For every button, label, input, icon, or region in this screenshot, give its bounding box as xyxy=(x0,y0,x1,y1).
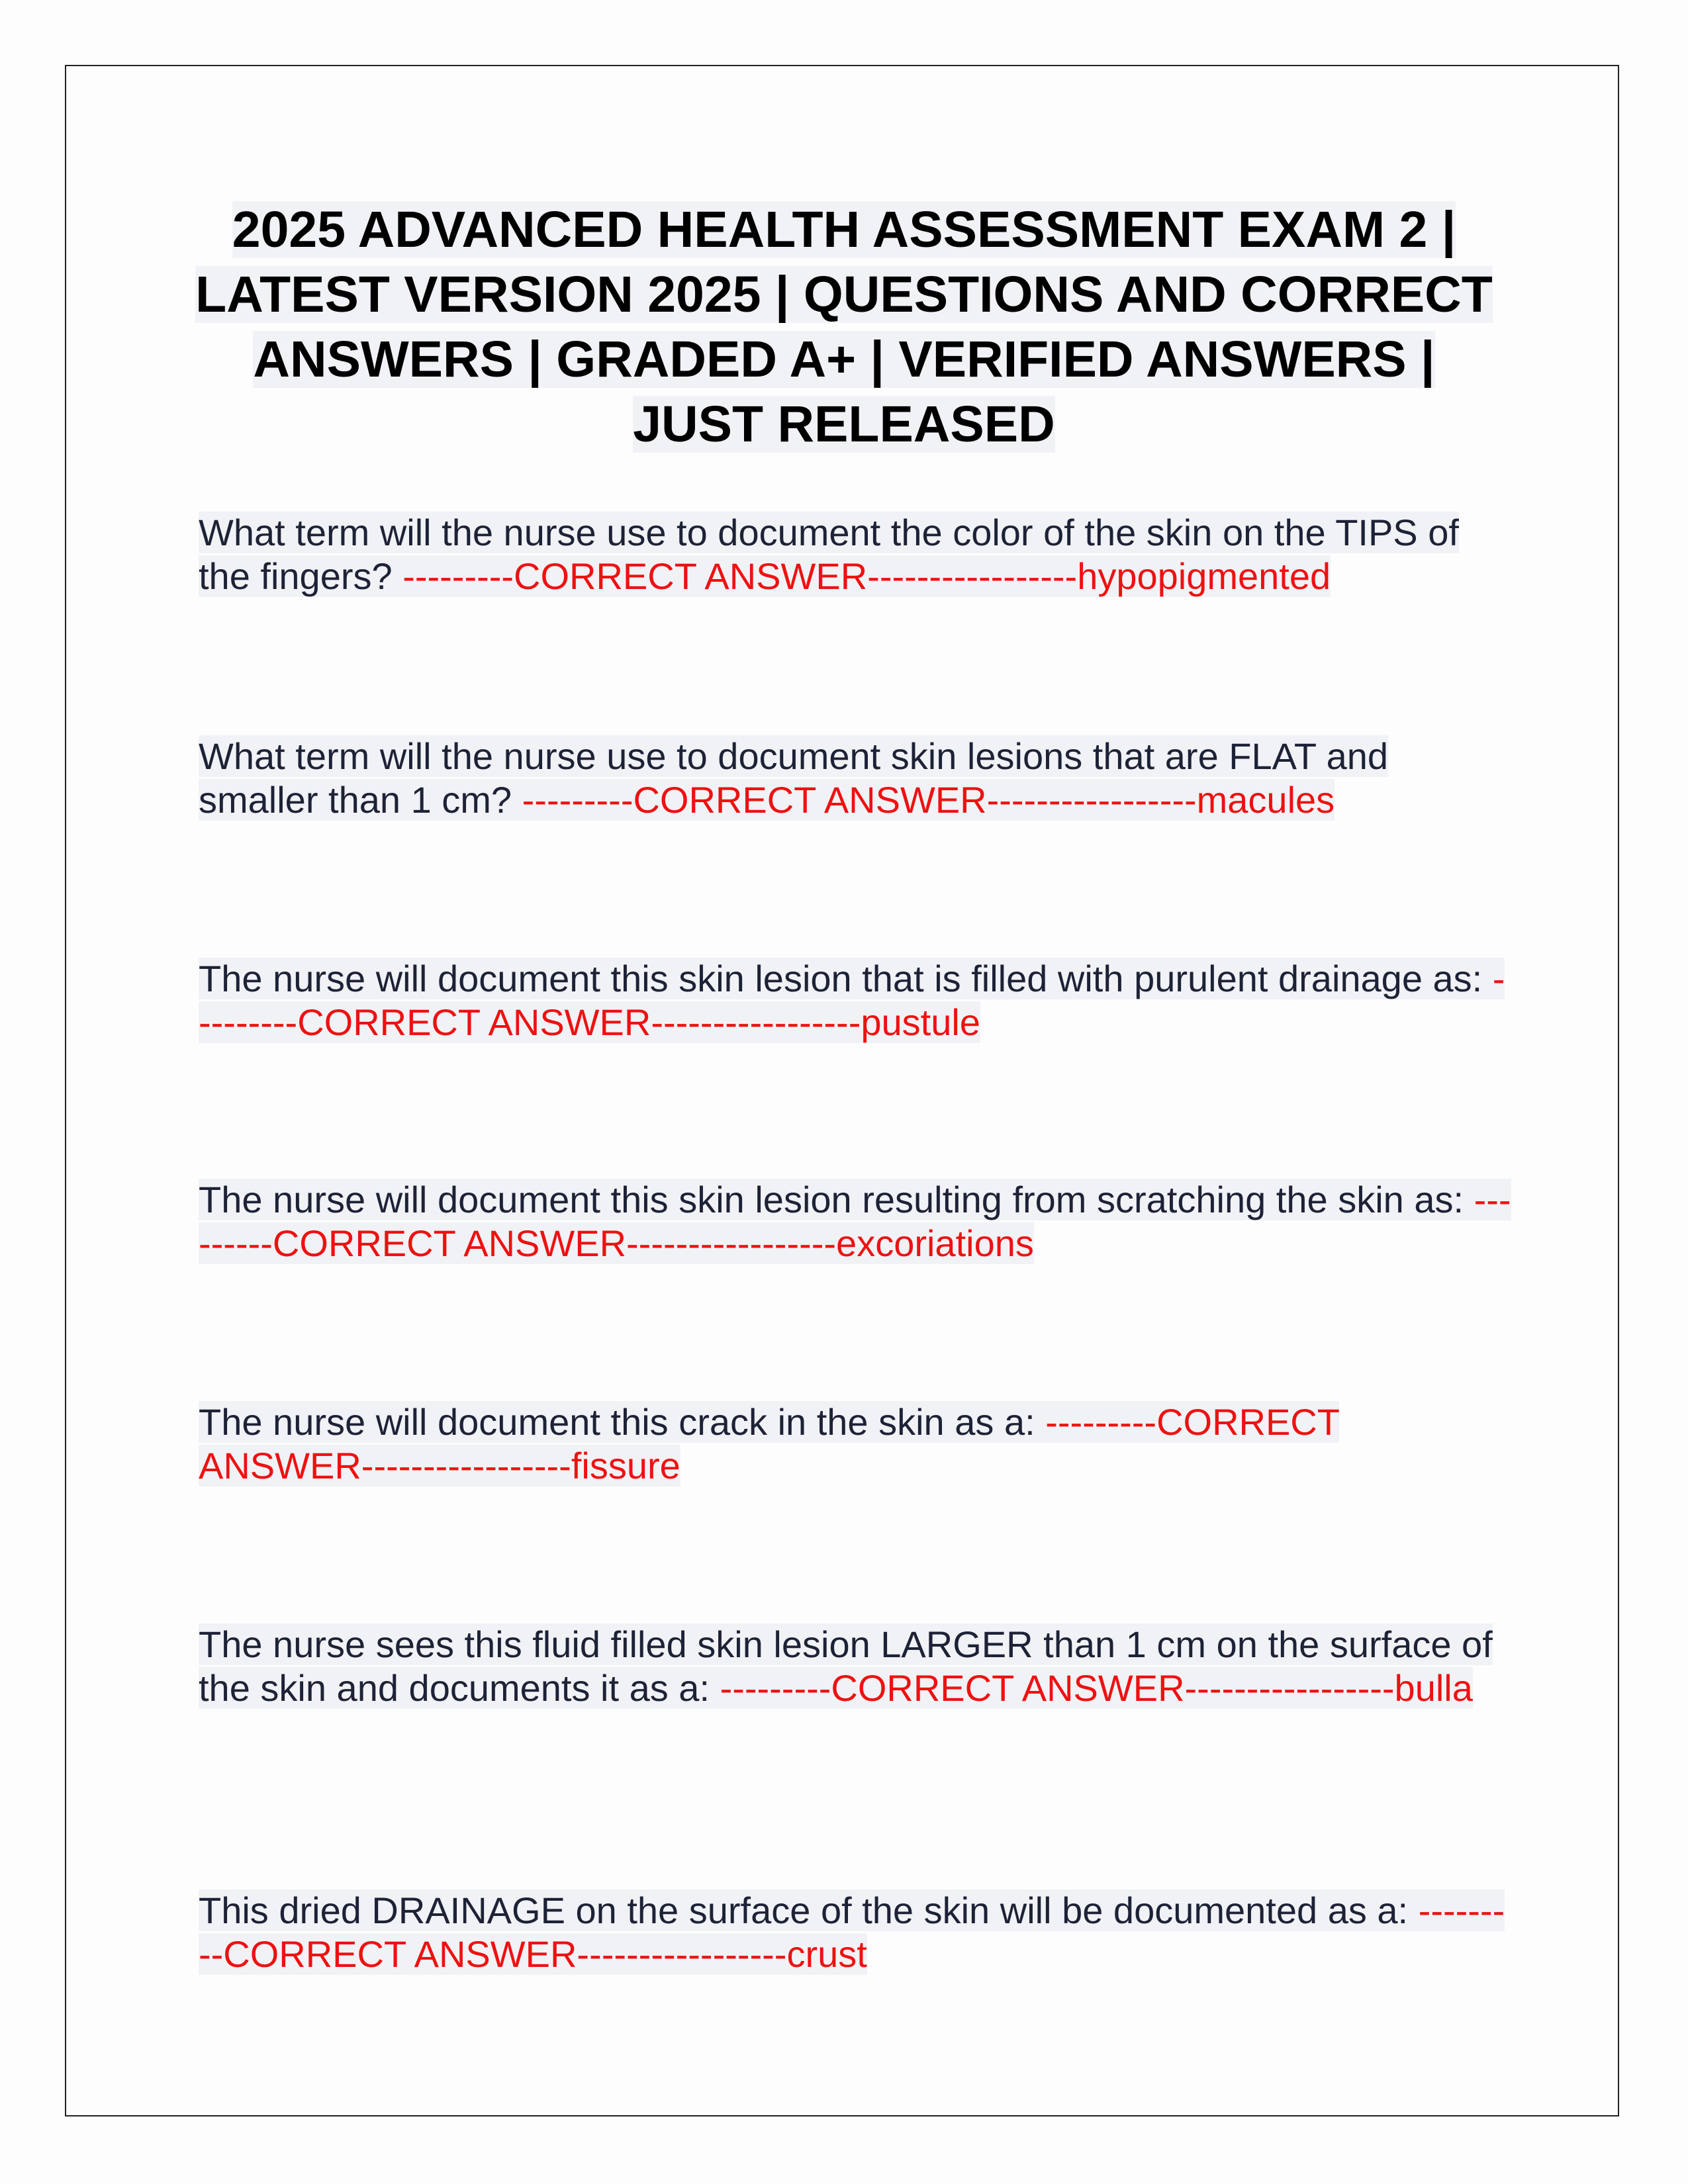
document-title xyxy=(192,197,1496,457)
qa-item-3 xyxy=(199,957,1516,1044)
question-text: The nurse will document this skin lesion that is filled with purulent drainage as: xyxy=(199,958,1493,999)
qa-item-4 xyxy=(199,1178,1516,1265)
answer-text: ---------CORRECT ANSWER-----------------fissure xyxy=(199,1401,1339,1486)
question-text: The nurse will document this skin lesion resulting from scratching the skin as: xyxy=(199,1179,1474,1220)
qa-item-1 xyxy=(199,511,1516,598)
answer-text: ---------CORRECT ANSWER-----------------crust xyxy=(199,1889,1505,1975)
question-text: What term will the nurse use to document the color of the skin on the TIPS of the fingers? xyxy=(199,512,1459,597)
question-text: The nurse sees this fluid filled skin lesion LARGER than 1 cm on the surface of the skin and documents it as a: xyxy=(199,1623,1493,1709)
qa-item-6 xyxy=(199,1623,1516,1710)
qa-item-2 xyxy=(199,735,1516,822)
answer-text: ---------CORRECT ANSWER-----------------excoriations xyxy=(199,1179,1511,1264)
answer-text: ---------CORRECT ANSWER-----------------pustule xyxy=(199,958,1505,1043)
answer-text: ---------CORRECT ANSWER-----------------macules xyxy=(522,779,1335,821)
question-text: This dried DRAINAGE on the surface of the skin will be documented as a: xyxy=(199,1889,1419,1931)
document-title-text: 2025 ADVANCED HEALTH ASSESSMENT EXAM 2 | LATEST VERSION 2025 | QUESTIONS AND CORRECT ANSWERS | GRADED A+ | VERIFIED ANSWERS | JUST RELEASED xyxy=(195,201,1493,453)
answer-text: ---------CORRECT ANSWER-----------------bulla xyxy=(720,1667,1473,1709)
qa-item-7 xyxy=(199,1889,1516,1976)
qa-item-5 xyxy=(199,1400,1516,1488)
question-text: The nurse will document this crack in the skin as a: xyxy=(199,1401,1046,1443)
question-text: What term will the nurse use to document skin lesions that are FLAT and smaller than 1 cm? xyxy=(199,735,1389,821)
answer-text: ---------CORRECT ANSWER-----------------hypopigmented xyxy=(402,555,1331,597)
